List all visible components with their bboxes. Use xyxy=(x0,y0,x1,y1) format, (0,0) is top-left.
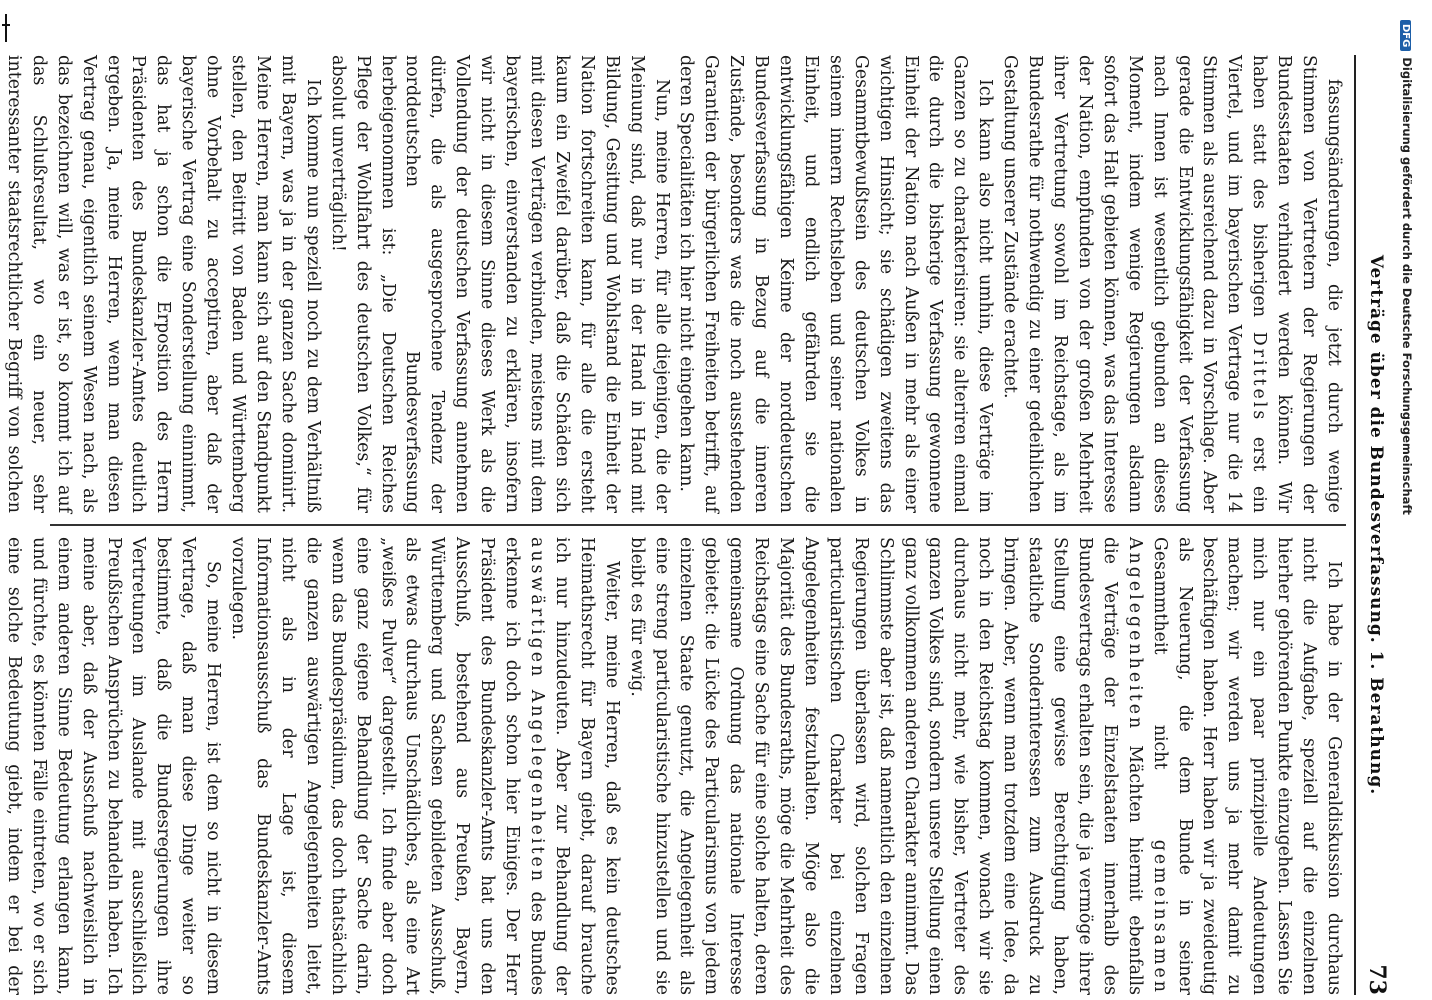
emphasized-text: auswärtigen Angelegenheiten xyxy=(527,537,547,884)
column-divider xyxy=(50,524,1346,526)
emphasized-text: Drittels xyxy=(1249,331,1270,423)
digitization-credit xyxy=(1398,20,1414,580)
document-page xyxy=(3,55,1390,995)
text-run: Mächten hiermit ebenfalls die Verträge der Einzelstaaten innerhalb des Bundesvertrags erhalten sein, die ja vermöge ihrer Stellung eine gewisse Berechtigung haben, staatliche Sonderinteressen zum Ausdruck zu bringen. Aber, wenn man trotzdem eine Idee, da noch in den Reichstag kommen, wonach wir sie durchaus nicht mehr, wie bisher, Vertreter des ganzen Volkes sind, sondern unsere Stellung einen ganz vollkommen anderen Charakter annimmt. Das Schlimmste aber ist, daß namentlich den einzelnen Regierungen überlassen wird, solchen Fragen particularistischen Charakter bei einzelnen Angelegenheiten festzuhalten. Möge also die Majorität des Bundesraths, möge die Mehrheit des Reichstags eine Sache für eine solche halten, deren gemeinsame Ordnung das nationale Interesse gebietet: die Lücke des Particularismus von jedem einzelnen Staate genutzt, die Angelegenheit als eine streng particularistische hinzustellen und sie bleibt es für ewig. xyxy=(626,537,1145,995)
emphasized-text: gemeinsamen Angelegenheiten xyxy=(1124,537,1170,995)
corner-registration-mark xyxy=(2,14,10,42)
running-title: Verträge über die Bundesverfassung. 1. Berathung. xyxy=(1366,254,1386,796)
paragraph xyxy=(0,55,325,513)
paragraph: Ich kann also nicht umhin, diese Verträge im Ganzen so zu charakterisiren: sie alteriren einmal die durch die bisherige Verfassung gewonnene Einheit der Nation nach Außen in mehr als einer wichtigen Hinsicht; sie schädigen zweitens das Gesammtbewußtsein des deutschen Volkes in seinem innern Rechtsleben und seiner nationalen Einheit, und endlich gefährden sie die entwicklungsfähigen Keime der norddeutschen Bundesverfassung in Bezug auf die inneren Zustände, besonders was die noch ausstehenden Garantien der bürgerlichen Freiheiten betrifft, auf deren Specialitäten ich hier nicht eingehen kann. xyxy=(676,55,996,513)
text-run: Ich komme nun speziell noch zu dem Verhältniß mit Bayern, was ja in der ganzen Sache dominirt. Meine Herren, man kann sich auf den Standpunkt stellen, den Beitritt von Baden und Württemberg ohne Vorbehalt zu acceptiren, aber daß der bayerische Vertrag eine Sonderstellung einnimmt, das hat ja schon die Erposition des Herrn Präsidenten des Bundeskanzler-Amtes deutlich ergeben. Ja, meine Herren, wenn man diesen Vertrag genau, eigentlich seinem Wesen nach, als das bezeichnen will, was er ist, so kommt ich auf das Schlußresultat, wo ein neuer, sehr interessanter staatsrechtlicher Begriff von solchen xyxy=(3,55,323,513)
paragraph: Nun, meine Herren, für alle diejenigen, die der Meinung sind, daß nur in der Hand in Hand mit Bildung, Gesittung und Wohlstand die Einheit der Nation fortschreiten kann, für alle die ersteht kaum ein Zweifel darüber, daß die Schäden sich mit diesen Verträgen verbinden, meistens mit dem bayerischen, einverstanden zu erklären, insofern wir nicht in diesem Sinne dieses Werk als die Vollendung der deutschen Verfassung annehmen dürfen, die als ausgesprochene Tendenz der norddeutschen Bundesverfassung herbeigenommen ist: „Die Deutschen Reiches Pflege der Wohlfahrt des deutschen Volkes,“ für absolut unverträglich! xyxy=(327,55,672,513)
text-run: Ich habe in der Generaldiskussion durchaus nicht die Aufgabe, speziell auf die einzelnen hierher gehörenden Punkte einzugehen. Lassen Sie mich nur ein paar prinzipielle Andeutungen machen; wir werden uns ja mehr damit zu beschäftigen haben. Herr haben wir ja zweideutig als Neuerung, die dem Bunde in seiner Gesammtheit nicht xyxy=(1149,537,1344,995)
page-header xyxy=(1360,55,1390,995)
page-number: 73 xyxy=(1364,964,1390,995)
dfg-logo: DFG xyxy=(1400,20,1411,51)
digitization-credit-text: Digitalisierung gefördert durch die Deutsche Forschungsgemeinschaft xyxy=(1400,57,1414,515)
paragraph xyxy=(997,55,1346,513)
text-run: erst ein Viertel, und im bayerischen Vertrage nur die 14 Stimmen als ausreichend dazu in Vorschlage. Aber gerade die Entwicklungsfähigkeit der Verfassung nach Innen ist wesentlich gebunden an dieses Moment, indem wenige Regierungen alsdann sofort das Halt gebieten können, was das Interesse der Nation, empfunden von der großen Mehrheit ihrer Vertretung sowohl im Reichstage, als im Bundesrathe für nothwendig zu einer gedeihlichen Gestaltung unserer Zustände erachtet. xyxy=(1000,55,1270,513)
text-columns xyxy=(3,55,1346,995)
left-column xyxy=(3,55,1346,513)
paragraph xyxy=(624,537,1346,995)
text-run: fassungsänderungen, die jetzt durch wenige Stimmen von Vertretern der Regierungen der Bundesstaaten verhindert werden können. Wir haben statt des bisherigen xyxy=(1249,55,1344,513)
paragraph xyxy=(225,537,624,995)
header-rule xyxy=(1354,55,1356,995)
text-run: Weiter, meine Herren, daß es kein deutsches Heimathsrecht für Bayern giebt, darauf brauche ich nur hinzudeuten. Aber zur Behandlung der xyxy=(551,537,622,995)
paragraph: So, meine Herren, ist dem so nicht in diesem Vertrage, daß man diese Dinge weiter so bestimmte, daß die Bundesregierungen ihre Vertretungen im Auslande mit ausschließlich Preußischen Ansprüchen zu behandeln haben. Ich meine aber, daß der Ausschuß nachweislich in einem anderen Sinne Bedeutung erlangen kann, und fürchte, es könnten Fälle eintreten, wo er sich eine solche Bedeutung giebt, indem er bei der xyxy=(3,537,224,995)
text-run: des Bundes erkenne ich doch schon hier Einiges. Der Herr Präsident des Bundeskanzler-Amts hat uns den Ausschuß, bestehend aus Preußen, Bayern, Württemberg und Sachsen gebildeten Ausschuß, als etwas durchaus Unschädliches, als eine Art „weißes Pulver“ dargestellt. Ich finde aber doch eine ganz eigene Behandlung der Sache darin, wenn das Bundespräsidium, das doch thatsächlich die ganzen auswärtigen Angelegenheiten leitet, nicht als in der Lage ist, diesem Informationsausschuß das Bundeskanzler-Amts vorzulegen. xyxy=(228,537,547,995)
right-column xyxy=(3,537,1346,995)
